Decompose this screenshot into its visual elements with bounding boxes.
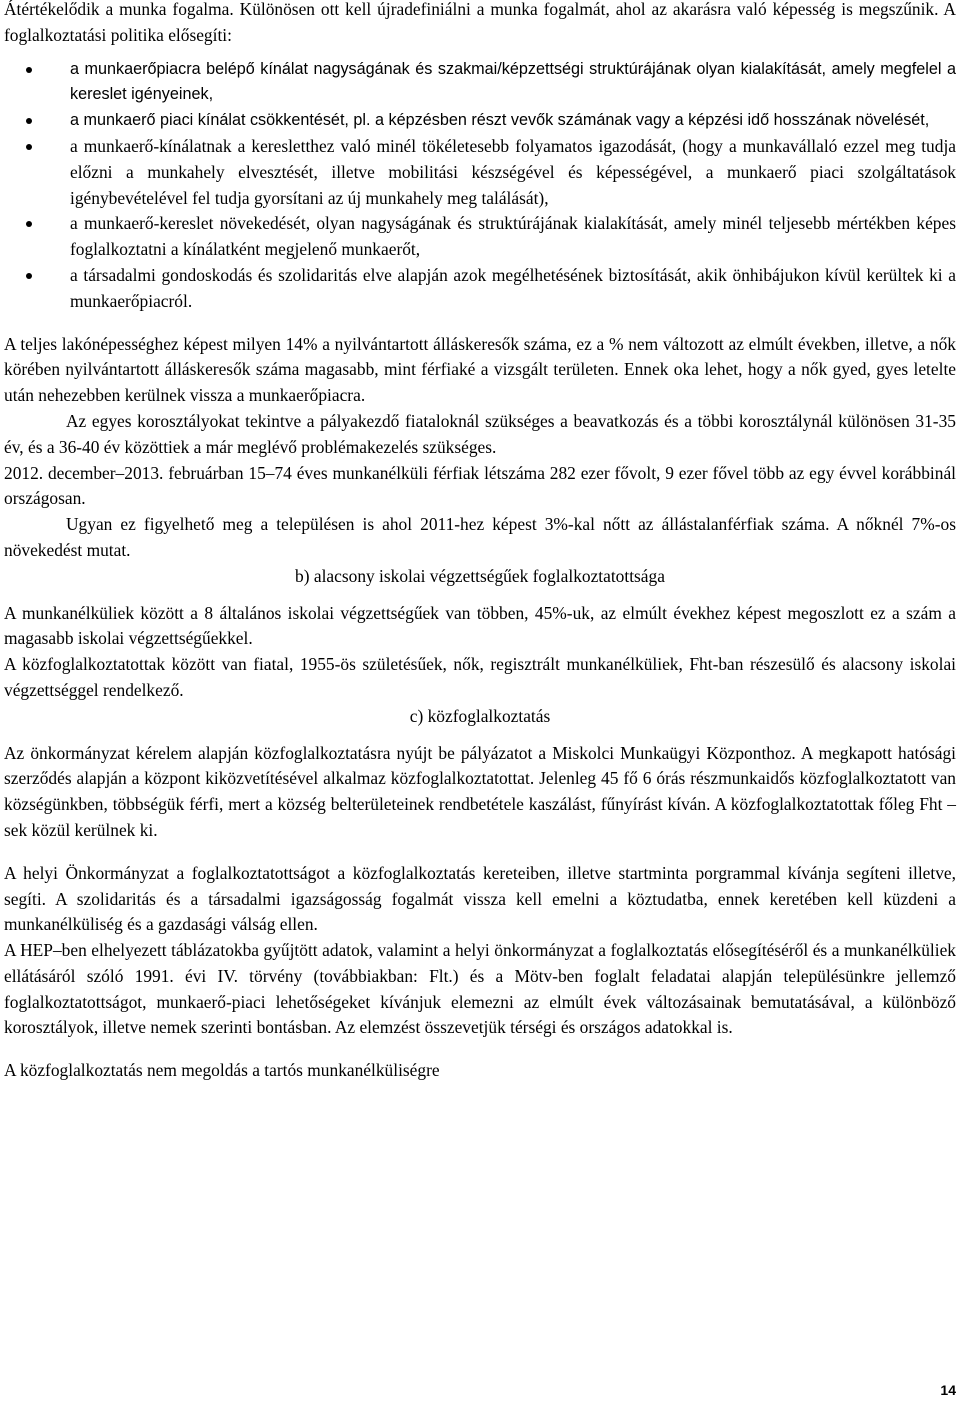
low-education-paragraph-1: A munkanélküliek között a 8 általános iskolai végzettségűek van többen, 45%-uk, az elmúlt évekhez képest megoszlott ez a szám a magasabb iskolai végzettségűekkel. [4,602,956,649]
section-heading-c: c) közfoglalkoztatás [409,705,551,726]
public-works-paragraph-3: A HEP–ben elhelyezett táblázatokba gyűjtött adatok, valamint a helyi önkormányzat a foglalkoztatás elősegítéséről és a munkanélküliek ellátásáról szóló 1991. évi IV. törvény (továbbiakban: Flt.) és a Mötv-ben foglalt feladatai alapján településünkre jellemző foglalkoztatottságot, munkaerő-piaci lehetőségeket kívánjuk elemezni az elmúlt évek változásainak bemutatásával, a különböző korosztályok, illetve nemek szerinti bontásban. Az elemzést összevetjük térségi és országos adatokkal is. [4,940,956,1038]
list-item-text: a munkaerőpiacra belépő kínálat nagyságának és szakmai/képzettségi struktúrájának olyan kialakítását, amely megfelel a kereslet igényeinek, [70,59,956,104]
public-works-paragraph-4: A közfoglalkoztatás nem megoldás a tartós munkanélküliségre [4,1060,440,1081]
page-number: 14 [940,1382,956,1398]
local-statistics-paragraph: Ugyan ez figyelhető meg a településen is ahol 2011-hez képest 3%-kal nőtt az állástalanférfiak száma. A nőknél 7%-os növekedést mutat. [4,514,956,560]
bullet-icon [26,67,32,73]
list-item [4,263,956,315]
age-groups-paragraph: Az egyes korosztályokat tekintve a pályakezdő fiataloknál szükséges a beavatkozás és a többi korosztálynál különösen 31-35 év, és a 36-40 év közöttiek a már meglévő problémakezelés szükséges. [4,410,956,457]
bullet-icon [26,221,32,227]
bullet-icon [26,273,32,279]
policy-bullet-list [4,57,956,315]
unemployment-rate-paragraph: A teljes lakónépességhez képest milyen 14% a nyilvántartott álláskeresők száma, ez a % nem változott az elmúlt években, illetve, a nők körében nyilvántartott álláskeresők száma magasabb, mint férfiaké a vizsgált területen. Ennek oka lehet, hogy a nők gyed, gyes letelte után nehezebben kerülnek vissza a munkaerőpiacra. [4,333,956,406]
list-item [4,57,956,109]
list-item [4,108,956,134]
list-item-text: a társadalmi gondoskodás és szolidaritás elve alapján azok megélhetésének biztosítását, akik önhibájukon kívül kerültek ki a munkaerőpiacról. [70,264,956,311]
list-item [4,211,956,263]
bullet-icon [26,144,32,150]
list-item-text: a munkaerő-kereslet növekedését, olyan nagyságának és struktúrájának kialakítását, amely minél teljesebb mértékben képes foglalkoztatni a kínálatként megjelenő munkaerőt, [70,213,956,260]
intro-paragraph: Átértékelődik a munka fogalma. Különösen ott kell újradefiniálni a munka fogalmát, ahol az akarásra való képesség is megszűnik. A foglalkoztatási politika elősegíti: [4,0,956,45]
bullet-icon [26,118,32,124]
list-item-text: a munkaerő-kínálatnak a keresletthez való minél tökéletesebb folyamatos igazodását, (hogy a munkavállaló ezzel meg tudja előzni a munkahely elvesztését, illetve mobilitási készségével és képességével, a munkaerő piaci szolgáltatások igénybevételével fel tudja gyorsítani az új munkahely meg találását), [70,135,956,208]
section-heading-b: b) alacsony iskolai végzettségűek foglalkoztatottsága [295,565,665,586]
list-item-text: a munkaerő piaci kínálat csökkentését, pl. a képzésben részt vevők számának vagy a képzési idő hosszának növelését, [70,111,930,130]
national-statistics-paragraph: 2012. december–2013. februárban 15–74 éves munkanélküli férfiak létszáma 282 ezer fővolt, 9 ezer fővel több az egy évvel korábbinál országosan. [4,462,956,509]
public-works-paragraph-2: A helyi Önkormányzat a foglalkoztatottságot a közfoglalkoztatás kereteiben, illetve startminta porgrammal kívánja segíteni illetve, segíti. A szolidaritás és a társadalmi igazságosság fogalmát vissza kell emelni a köztudatba, ennek keretében kell küzdeni a munkanélküliség és a gazdasági válság ellen. [4,862,956,935]
low-education-paragraph-2: A közfoglalkoztatottak között van fiatal, 1955-ös születésűek, nők, regisztrált munkanélküliek, Fht-ban részesülő és alacsony iskolai végzettséggel rendelkező. [4,654,956,700]
list-item [4,134,956,211]
public-works-paragraph-1: Az önkormányzat kérelem alapján közfoglalkoztatásra nyújt be pályázatot a Miskolci Munkaügyi Központhoz. A megkapott hatósági szerződés alapján a központ kiközvetítésével alkalmaz közfoglalkoztatottat. Jelenleg 45 fő 6 órás részmunkaidős közfoglalkoztatott van községünkben, többségük férfi, mert a község belterületeinek rendbetétele kaszálást, fűnyírást kíván. A közfoglalkoztatottak főleg Fht –sek közül kerülnek ki. [4,742,956,840]
